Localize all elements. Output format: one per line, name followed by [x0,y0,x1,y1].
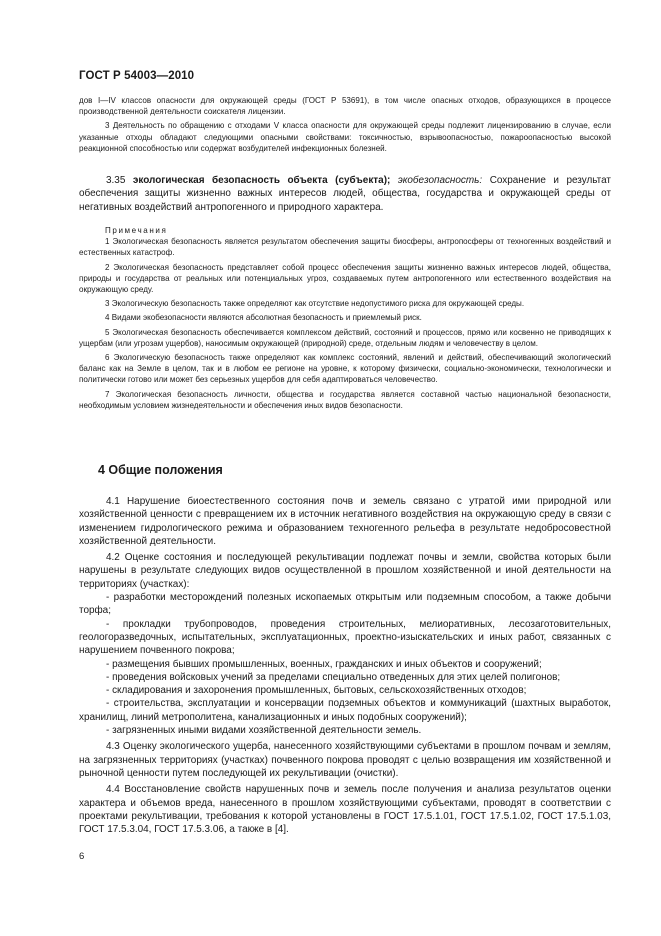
notes-block [79,225,611,411]
list-item: - складирования и захоронения промышленных, бытовых, сельскохозяйственных отходов; [106,685,527,697]
note-item: 2 Экологическая безопасность представляет собой процесс обеспечения защиты жизненно важных интересов людей, общества, природы и государства от реальных или потенциальных угроз, создаваемых путем антропогенного или естественного воздействия на окружающую среду. [79,262,611,295]
term-synonym: экобезопасность: [397,175,483,186]
list-item: - проведения войсковых учений за пределами специально отведенных для этих целей полигонов; [106,671,561,683]
paragraph-4-3: 4.3 Оценку экологического ущерба, нанесенного хозяйствующими субъектами в прошлом почвам и землям, на загрязненных территориях (участках) почвенного покрова проводят с целью возвращения им хозяйственной и рыночной ценности путем последующей их рекультивации (очистки). [79,741,611,779]
term-name: экологическая безопасность объекта (субъекта); [132,175,391,186]
list-item: - строительства, эксплуатации и консервации подземных объектов и коммуникаций (шахтных выработок, хранилищ, линий метрополитена, канализационных и иных подобных сооружений); [79,698,611,723]
list-item: - разработки месторождений полезных ископаемых открытым или подземным способом, а также добычи торфа; [79,592,611,617]
intro-notes [79,95,611,154]
page-number: 6 [79,851,85,862]
note-item: 4 Видами экобезопасности являются абсолютная безопасность и приемлемый риск. [105,313,422,323]
intro-note-3: 3 Деятельность по обращению с отходами V класса опасности для окружающей среды подлежит лицензированию в случае, если указанные отходы обладают следующими опасными свойствами: токсичностью, взрывоопасностью, пожароопасностью высокой реакционной способностью или содержат возбудителей инфекционных болезней. [79,121,611,153]
paragraph-4-1: 4.1 Нарушение биоестественного состояния почв и земель связано с утратой ими природной или хозяйственной ценности с превращением их в источник негативного воздействия на окружающую среду в связи с изменением гидрологического режима и образованием техногенного рельефа в результате недобросовестной хозяйственной деятельности. [79,496,611,547]
note-item: 3 Экологическую безопасность также определяют как отсутствие недопустимого риска для окружающей среды. [105,299,525,309]
section-heading: 4 Общие положения [98,463,223,477]
term-definition [79,174,611,214]
list-item: - размещения бывших промышленных, военных, гражданских и иных объектов и сооружений; [106,658,542,670]
note-item: 6 Экологическую безопасность также определяют как комплекс состояний, явлений и действий, обеспечивающий экологический баланс как на Земле в целом, так и в любом ее регионе на уровне, к которому физически, социально-экономически, технологически и политически готово или может без серьезных ущербов для себя адаптироваться человечество. [79,353,611,385]
document-header: ГОСТ Р 54003—2010 [79,70,195,82]
list-item: - загрязненных иными видами хозяйственной деятельности земель. [106,725,422,737]
note-item: 5 Экологическая безопасность обеспечивается комплексом действий, состояний и процессов, прямо или косвенно не приводящих к ущербам (или угрозам ущербов), наносимым окружающей (природной) среде, отдельным людям и человечеству в целом. [79,327,611,348]
notes-heading: Примечания [105,226,168,235]
paragraph-4-2: 4.2 Оценке состояния и последующей рекультивации подлежат почвы и земли, свойства которых были нарушены в результате следующих видов осуществленной в прошлом хозяйственной и иной деятельности на территориях (участках): [79,552,611,590]
paragraph-4-4: 4.4 Восстановление свойств нарушенных почв и земель после получения и анализа результатов оценки характера и объемов вреда, нанесенного в прошлом хозяйствующими субъектами, проводят в соответствии с проектами рекультивации, требования к которой установлены в ГОСТ 17.5.1.01, ГОСТ 17.5.1.02, ГОСТ 17.5.1.03, ГОСТ 17.5.3.04, ГОСТ 17.5.3.06, а также в [4]. [79,784,611,836]
section-body [79,495,611,836]
intro-note-continuation: дов I—IV классов опасности для окружающей среды (ГОСТ Р 53691), в том числе опасных отходов, образующихся в процессе производственной деятельности соискателя лицензии. [79,96,611,117]
term-text: Сохранение и результат обеспечения защиты жизненно важных интересов людей, общества, государства и окружающей среды от негативных воздействий антропогенного и природного характера. [79,175,611,213]
list-item: - прокладки трубопроводов, проведения строительных, мелиоративных, лесозаготовительных, геологоразведочных, испытательных, эксплуатационных, проектно-изыскательских и иных работ, связанных с нарушением почвенного покрова; [79,618,611,657]
note-item: 7 Экологическая безопасность личности, общества и государства является составной частью национальной безопасности, необходимым условием жизнедеятельности и обеспечения иных видов безопасности. [79,389,611,410]
note-item: 1 Экологическая безопасность является результатом обеспечения защиты биосферы, антропосферы от техногенных воздействий и естественных катастроф. [79,237,611,258]
term-number: 3.35 [106,175,126,186]
